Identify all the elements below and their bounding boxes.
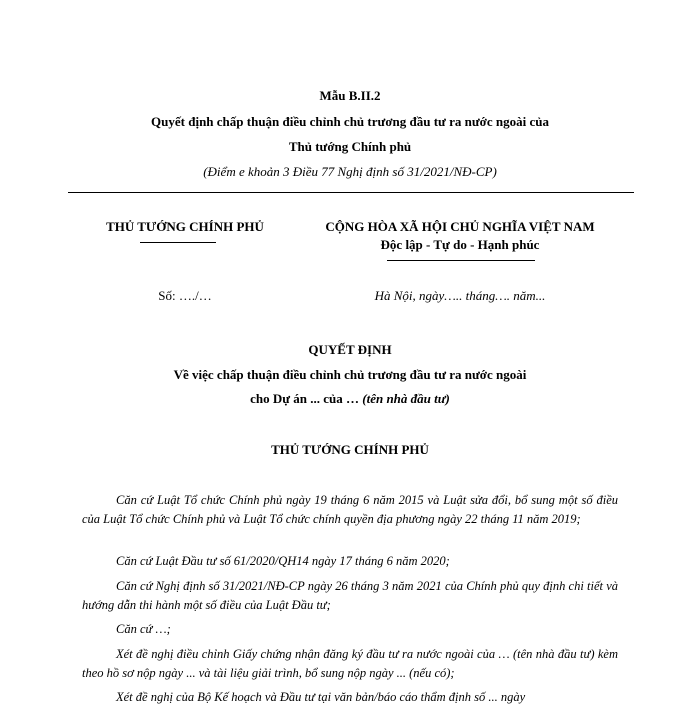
decision-heading: QUYẾT ĐỊNH <box>308 342 392 357</box>
basis-paragraph: Căn cứ Luật Tổ chức Chính phủ ngày 19 tháng 6 năm 2015 và Luật sửa đổi, bổ sung một số điều của Luật Tổ chức Chính phủ và Luật Tổ chức chính quyền địa phương ngày 22 tháng 11 năm 2019; <box>82 493 618 526</box>
header-divider <box>68 192 634 193</box>
motto-underline <box>387 260 535 261</box>
basis-paragraph: Căn cứ Luật Đầu tư số 61/2020/QH14 ngày 17 tháng 6 năm 2020; <box>116 554 450 568</box>
decision-subject-line1: Về việc chấp thuận điều chỉnh chủ trương đầu tư ra nước ngoài <box>173 367 527 382</box>
subject-project: cho Dự án ... của … <box>250 391 363 406</box>
basis-paragraph: Căn cứ Nghị định số 31/2021/NĐ-CP ngày 26 tháng 3 năm 2021 của Chính phủ quy định chi tiết và hướng dẫn thi hành một số điều của Luật Đầu tư; <box>82 579 618 612</box>
basis-paragraph: Căn cứ …; <box>116 622 171 636</box>
legal-reference: (Điểm e khoản 3 Điều 77 Nghị định số 31/2021/NĐ-CP) <box>203 164 497 179</box>
basis-paragraph: Xét đề nghị điều chỉnh Giấy chứng nhận đăng ký đầu tư ra nước ngoài của … (tên nhà đầu tư) kèm theo hồ sơ nộp ngày ... và tài liệu giải trình, bổ sung nộp ngày ... (nếu có); <box>82 647 618 680</box>
issuing-authority: THỦ TƯỚNG CHÍNH PHỦ <box>106 219 264 234</box>
document-number: Số: …./… <box>158 288 212 303</box>
place-and-date: Hà Nội, ngày….. tháng…. năm... <box>374 288 546 303</box>
national-motto: Độc lập - Tự do - Hạnh phúc <box>380 237 540 252</box>
form-title-line2: Thủ tướng Chính phủ <box>288 139 412 154</box>
authority-underline <box>140 242 216 243</box>
decision-subject-line2 <box>0 391 700 407</box>
form-title-line1: Quyết định chấp thuận điều chỉnh chủ trương đầu tư ra nước ngoài của <box>151 114 549 129</box>
subject-investor-placeholder: (tên nhà đầu tư) <box>362 391 450 406</box>
basis-paragraph: Xét đề nghị của Bộ Kế hoạch và Đầu tư tại văn bản/báo cáo thẩm định số ... ngày <box>116 690 526 704</box>
country-name: CỘNG HÒA XÃ HỘI CHỦ NGHĨA VIỆT NAM <box>325 219 595 234</box>
authority-heading: THỦ TƯỚNG CHÍNH PHỦ <box>271 442 429 457</box>
form-code: Mẫu B.II.2 <box>319 88 381 103</box>
